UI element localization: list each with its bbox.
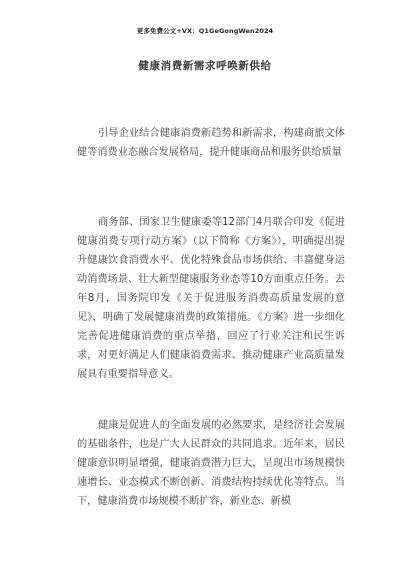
- paragraph-health-development: 健康是促进人的全面发展的必然要求，是经济社会发展的基础条件，也是广大人民群众的共同追求。近年来，居民健康意识明显增强，健康消费潜力巨大，呈现出市场规模快速增长、业态模式不断创新、消费结构持续优化等特点。当下，健康消费市场规模不断扩容，新业态、新模: [77, 420, 345, 507]
- header-note: 更多免费公文+VX：Q1GeGongWen2024: [136, 27, 274, 35]
- article-title: 健康消费新需求呼唤新供给: [138, 60, 272, 72]
- paragraph-intro: 引导企业结合健康消费新趋势和新需求，构建商旅文体健等消费业态融合发展格局，提升健康商品和服务供给质量: [77, 128, 345, 158]
- paragraph-policy: 商务部、国家卫生健康委等12部门4月联合印发《促进健康消费专项行动方案》（以下简称《方案》），明确提出提升健康饮食消费水平、优化特殊食品市场供给、丰富健身运动消费场景、壮大新型健康服务业态等10方面重点任务。去年8月，国务院印发《关于促进服务消费高质量发展的意见》，明确了发展健康消费的政策措施。《方案》进一步细化完善促进健康消费的重点举措，回应了行业关注和民生诉求，对更好满足人们健康消费需求、推动健康产业高质量发展具有重要指导意义。: [77, 217, 345, 380]
